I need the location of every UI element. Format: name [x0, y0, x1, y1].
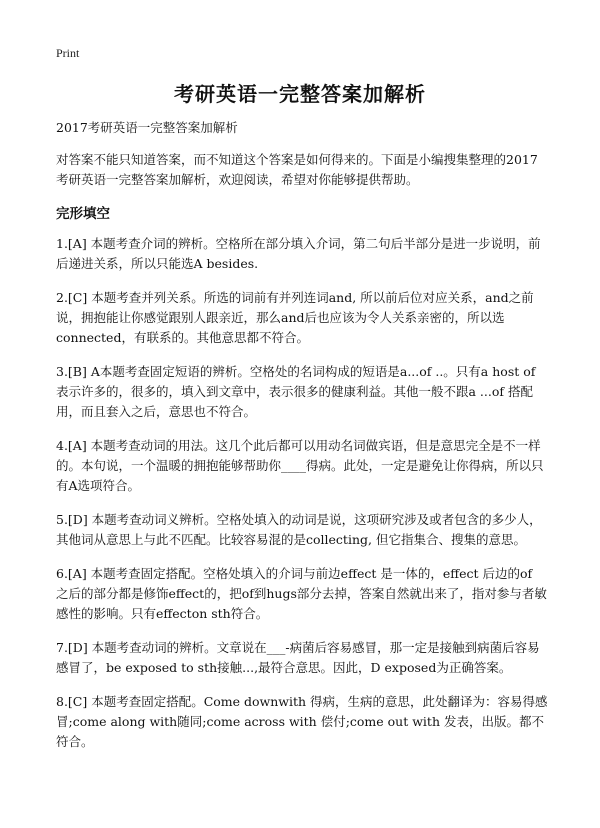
section-heading: 完形填空 — [56, 206, 110, 222]
intro-paragraph: 对答案不能只知道答案，而不知道这个答案是如何得来的。下面是小编搜集整理的2017考研英语一完整答案加解析，欢迎阅读，希望对你能够提供帮助。 — [56, 152, 538, 187]
answer-item-1: 1.[A] 本题考查介词的辨析。空格所在部分填入介词，第二句后半部分是进一步说明，前后递进关系，所以只能选A besides. — [56, 236, 541, 271]
answer-item-4: 4.[A] 本题考查动词的用法。这几个此后都可以用动名词做宾语，但是意思完全是不一样的。本句说，一个温暖的拥抱能够帮助你____得病。此处，一定是避免让你得病，所以只有A选项符合。 — [56, 438, 544, 493]
answer-item-6: 6.[A] 本题考查固定搭配。空格处填入的介词与前边effect 是一体的，effect 后边的of 之后的部分都是修饰effect的，把of到hugs部分去掉，答案自然就出来了，指对参与者敏感性的影响。只有effecton sth符合。 — [56, 566, 547, 621]
answer-item-8: 8.[C] 本题考查固定搭配。Come downwith 得病，生病的意思，此处翻译为：容易得感冒;come along with随同;come across with 偿付;come out with 发表，出版。都不符合。 — [56, 694, 548, 749]
answer-item-7: 7.[D] 本题考查动词的辨析。文章说在___-病菌后容易感冒，那一定是接触到病菌后容易感冒了，be exposed to sth接触...,最符合意思。因此，D exposed为正确答案。 — [56, 640, 540, 675]
print-label: Print — [56, 46, 80, 60]
page-title: 考研英语一完整答案加解析 — [174, 82, 426, 106]
document-subtitle: 2017考研英语一完整答案加解析 — [56, 120, 238, 135]
document-body — [56, 118, 548, 766]
answer-item-2: 2.[C] 本题考查并列关系。所选的词前有并列连词and, 所以前后位对应关系，and之前说，拥抱能让你感觉跟别人跟亲近，那么and后也应该为令人关系亲密的，所以选connected，有联系的。其他意思都不符合。 — [56, 290, 534, 345]
answer-item-3: 3.[B] A本题考查固定短语的辨析。空格处的名词构成的短语是a...of ..。只有a host of 表示许多的，很多的，填入到文章中，表示很多的健康利益。其他一般不跟a ...of 搭配用，而且套入之后，意思也不符合。 — [56, 364, 536, 419]
answer-item-5: 5.[D] 本题考查动词义辨析。空格处填入的动词是说，这项研究涉及或者包含的多少人，其他词从意思上与此不匹配。比较容易混的是collecting, 但它指集合、搜集的意思。 — [56, 512, 542, 547]
